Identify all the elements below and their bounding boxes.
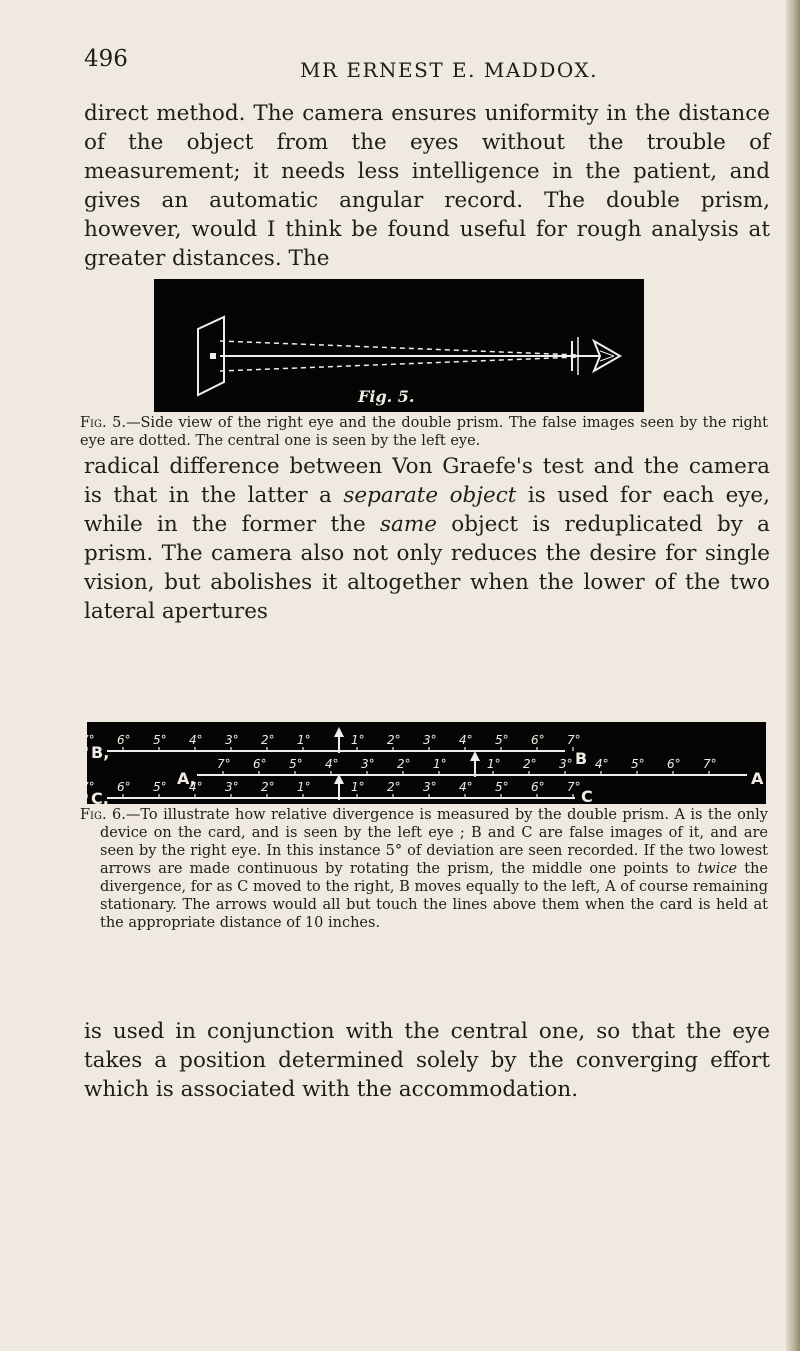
figure-6-caption-label: Fig. 6. <box>80 807 126 823</box>
tick-label: 7° <box>567 780 581 794</box>
figure-6 <box>81 722 766 808</box>
tick-label: 3° <box>423 733 437 747</box>
scale-letter-right-row-c: C <box>581 787 593 806</box>
tick-label: 1° <box>351 780 365 794</box>
tick-label: 6° <box>531 780 545 794</box>
page-number: 496 <box>84 46 128 72</box>
tick-label: 6° <box>667 757 681 771</box>
figure-5-label: Fig. 5. <box>358 387 415 406</box>
pointer-arrowhead-row-a <box>470 751 480 761</box>
false-image-ray-upper <box>220 341 579 355</box>
tick-label: 4° <box>189 733 203 747</box>
figure-6-caption <box>80 806 768 932</box>
tick-label: 3° <box>225 733 239 747</box>
paragraph-2 <box>84 452 770 626</box>
tick-label: 6° <box>253 757 267 771</box>
tick-label: 2° <box>261 780 275 794</box>
tick-label: 1° <box>297 780 311 794</box>
tick-label: 3° <box>559 757 573 771</box>
tick-label: 2° <box>261 733 275 747</box>
figure-5-caption-text: —Side view of the right eye and the double prism. The false images seen by the right eye are dotted. The central one is seen by the left eye. <box>80 415 768 449</box>
false-image-ray-lower <box>220 357 579 371</box>
tick-label: 1° <box>297 733 311 747</box>
tick-label: 2° <box>387 733 401 747</box>
paragraph-2-emphasis-2: same <box>379 512 437 537</box>
tick-label: 7° <box>81 733 95 747</box>
tick-label: 1° <box>487 757 501 771</box>
figure-5-caption-label: Fig. 5. <box>80 415 126 431</box>
running-head: MR ERNEST E. MADDOX. <box>300 58 598 82</box>
pupil-dot <box>210 353 216 359</box>
page-edge-shadow <box>786 0 800 1351</box>
tick-label: 5° <box>153 780 167 794</box>
scale-letter-right-row-a: A <box>751 769 764 788</box>
tick-label: 4° <box>325 757 339 771</box>
figure-6-caption-emphasis: twice <box>697 861 738 877</box>
tick-label: 7° <box>567 733 581 747</box>
figure-6-drawing <box>81 722 766 808</box>
tick-label: 4° <box>459 733 473 747</box>
paragraph-2-part-b: is used for each eye, while in the former the <box>84 483 770 537</box>
tick-label: 3° <box>225 780 239 794</box>
tick-label: 5° <box>289 757 303 771</box>
scale-letter-left-row-a: A, <box>177 769 196 788</box>
scale-letter-right-row-b: B <box>575 749 588 768</box>
paragraph-2-part-a: radical difference between Von Graefe's test and the camera is that in the latter a <box>84 454 770 508</box>
tick-label: 5° <box>153 733 167 747</box>
tick-label: 4° <box>595 757 609 771</box>
tick-label: 5° <box>495 733 509 747</box>
tick-label: 2° <box>523 757 537 771</box>
tick-label: 1° <box>433 757 447 771</box>
figure-6-caption-part-b: the divergence, for as C moved to the right, B moves equally to the left, A of course remaining stationary. The arrows would all but touch the lines above them when the card is held at the appropriate distance of 10 inches. <box>100 861 768 931</box>
tick-label: 7° <box>81 780 95 794</box>
pointer-arrowhead-row-b <box>334 727 344 737</box>
paragraph-2-part-c: object is reduplicated by a prism. The camera also not only reduces the desire for single vision, but abolishes it altogether when the lower of the two lateral apertures <box>84 512 770 624</box>
tick-label: 4° <box>189 780 203 794</box>
paragraph-2-emphasis-1: separate object <box>343 483 517 508</box>
tick-label: 3° <box>361 757 375 771</box>
tick-label: 7° <box>703 757 717 771</box>
tick-label: 1° <box>351 733 365 747</box>
tick-label: 6° <box>117 780 131 794</box>
figure-5-drawing <box>154 279 644 412</box>
tick-label: 2° <box>397 757 411 771</box>
tick-label: 6° <box>531 733 545 747</box>
figure-5-caption <box>80 414 768 450</box>
figure-5 <box>154 279 644 412</box>
paragraph-1: direct method. The camera ensures uniformity in the distance of the object from the eyes without the trouble of measurement; it needs less intelligence in the patient, and gives an automatic angular record. The double prism, however, would I think be found useful for rough analysis at greater distances. The <box>84 101 770 271</box>
paragraph-3: is used in conjunction with the central one, so that the eye takes a position determined solely by the converging effort which is associated with the accommodation. <box>84 1019 770 1102</box>
scale-letter-left-row-b: B, <box>91 743 110 762</box>
tick-label: 2° <box>387 780 401 794</box>
tick-label: 6° <box>117 733 131 747</box>
figure-6-caption-part-a: —To illustrate how relative divergence is measured by the double prism. A is the only device on the card, and is seen by the left eye ; B and C are false images of it, and are seen by the right eye. In this instance 5° of deviation are seen recorded. If the two lowest arrows are made continuous by rotating the prism, the middle one points to <box>100 807 768 877</box>
tick-label: 5° <box>631 757 645 771</box>
tick-label: 4° <box>459 780 473 794</box>
tick-label: 5° <box>495 780 509 794</box>
tick-label: 7° <box>217 757 231 771</box>
tick-label: 3° <box>423 780 437 794</box>
scale-letter-left-row-c: C, <box>91 789 109 808</box>
